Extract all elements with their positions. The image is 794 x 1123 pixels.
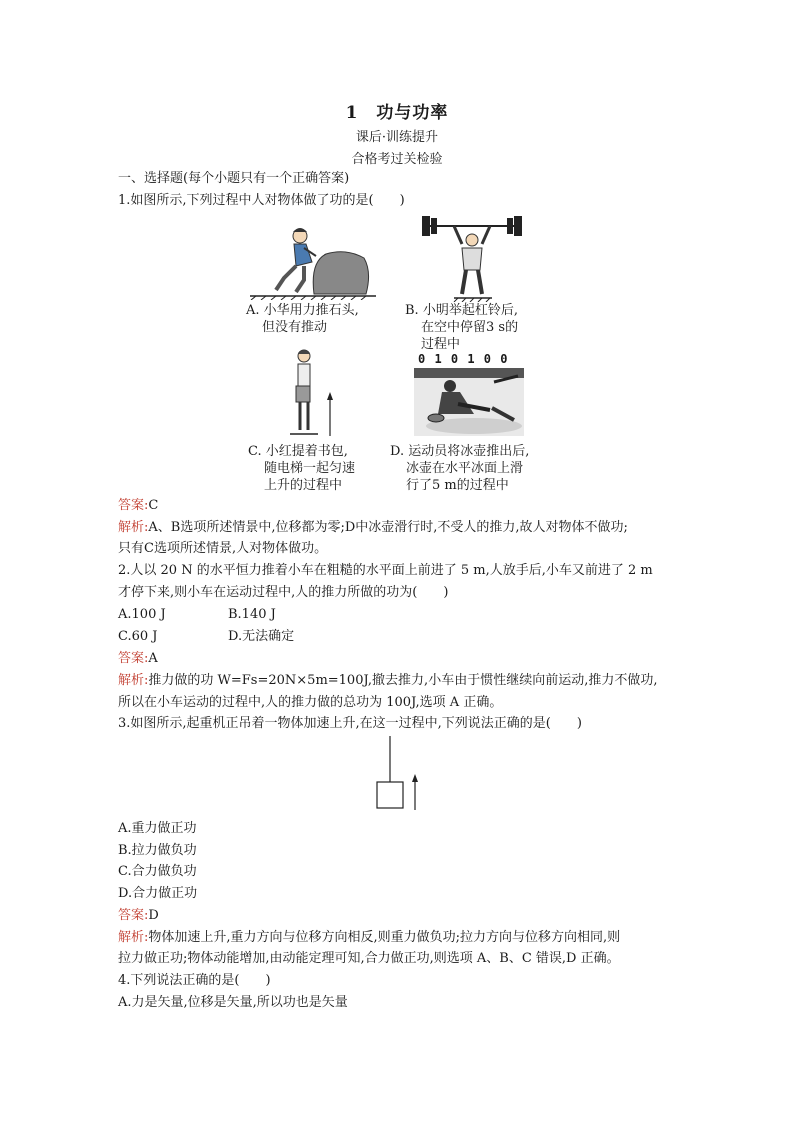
pushing-rock-illustration xyxy=(248,222,378,300)
q1-option-d-line-2: 冰壶在水平冰面上滑 xyxy=(406,461,524,476)
q2-option-b: B.140 J xyxy=(228,607,276,622)
answer-label: 答案: xyxy=(118,498,149,513)
scoreboard-digits: 0 1 0 1 0 0 xyxy=(418,352,509,366)
q3-option-d: D.合力做正功 xyxy=(118,886,198,901)
q3-stem: 3.如图所示,起重机正吊着一物体加速上升,在这一过程中,下列说法正确的是( ) xyxy=(118,716,582,731)
answer-label: 答案: xyxy=(118,908,149,923)
page-subtitle-1: 课后·训练提升 xyxy=(355,130,439,145)
q1-option-b-line-3: 过程中 xyxy=(421,337,461,352)
q2-analysis-line-1 xyxy=(118,672,657,689)
q1-option-c-line-1: C. 小红提着书包, xyxy=(248,444,348,459)
analysis-text: A、B选项所述情景中,位移都为零;D中冰壶滑行时,不受人的推力,故人对物体不做功; xyxy=(148,520,628,535)
girl-backpack-illustration xyxy=(286,346,336,440)
q1-option-c-line-3: 上升的过程中 xyxy=(264,478,343,493)
analysis-text: 物体加速上升,重力方向与位移方向相反,则重力做负功;拉力方向与位移方向相同,则 xyxy=(148,930,621,945)
q3-option-a: A.重力做正功 xyxy=(118,821,197,836)
q2-stem-line-2: 才停下来,则小车在运动过程中,人的推力所做的功为( ) xyxy=(118,585,449,600)
load-box xyxy=(377,782,403,808)
analysis-label: 解析: xyxy=(118,520,149,535)
answer-label: 答案: xyxy=(118,651,149,666)
q3-option-b: B.拉力做负功 xyxy=(118,843,197,858)
q3-analysis-line-2: 拉力做正功;物体动能增加,由动能定理可知,合力做正功,则选项 A、B、C 错误,D 正确。 xyxy=(118,951,620,966)
q1-stem: 1.如图所示,下列过程中人对物体做了功的是( ) xyxy=(118,193,405,208)
q2-answer xyxy=(118,650,158,667)
crane-load-diagram xyxy=(370,734,422,816)
q1-option-d-line-1: D. 运动员将冰壶推出后, xyxy=(390,444,530,459)
analysis-label: 解析: xyxy=(118,930,149,945)
answer-value: A xyxy=(148,651,158,666)
q1-option-b-line-1: B. 小明举起杠铃后, xyxy=(405,303,518,318)
q4-stem: 4.下列说法正确的是( ) xyxy=(118,973,271,988)
q1-option-a-line-1: A. 小华用力推石头, xyxy=(246,303,359,318)
page-title: 1 功与功率 xyxy=(345,103,449,123)
q2-analysis-line-2: 所以在小车运动的过程中,人的推力做的总功为 100J,选项 A 正确。 xyxy=(118,695,503,710)
q3-answer xyxy=(118,907,159,924)
q1-analysis-line-1 xyxy=(118,519,628,536)
analysis-label: 解析: xyxy=(118,673,149,688)
section-heading: 一、选择题(每个小题只有一个正确答案) xyxy=(118,171,350,186)
q1-option-b-line-2: 在空中停留3 s的 xyxy=(421,320,519,335)
weightlifter-illustration xyxy=(420,214,524,302)
answer-value: C xyxy=(148,498,159,513)
q3-analysis-line-1 xyxy=(118,929,620,946)
analysis-text: 推力做的功 W=Fs=20N×5m=100J,撤去推力,小车由于惯性继续向前运动,推力不做功, xyxy=(148,673,658,688)
q1-option-a-line-2: 但没有推动 xyxy=(262,320,328,335)
q1-answer xyxy=(118,497,158,514)
q1-analysis-line-2: 只有C选项所述情景,人对物体做功。 xyxy=(118,541,328,556)
curling-photo xyxy=(414,352,524,436)
q2-option-d: D.无法确定 xyxy=(228,629,295,644)
q1-option-c-line-2: 随电梯一起匀速 xyxy=(264,461,356,476)
q1-option-d-line-3: 行了5 m的过程中 xyxy=(406,478,509,493)
answer-value: D xyxy=(148,908,159,923)
q2-option-a: A.100 J xyxy=(118,607,166,622)
q4-option-a: A.力是矢量,位移是矢量,所以功也是矢量 xyxy=(118,995,348,1010)
q3-option-c: C.合力做负功 xyxy=(118,864,197,879)
q2-stem-line-1: 2.人以 20 N 的水平恒力推着小车在粗糙的水平面上前进了 5 m,人放手后,小车又前进了 2 m xyxy=(118,563,653,578)
page-subtitle-2: 合格考过关检验 xyxy=(351,152,443,167)
q2-option-c: C.60 J xyxy=(118,629,158,644)
